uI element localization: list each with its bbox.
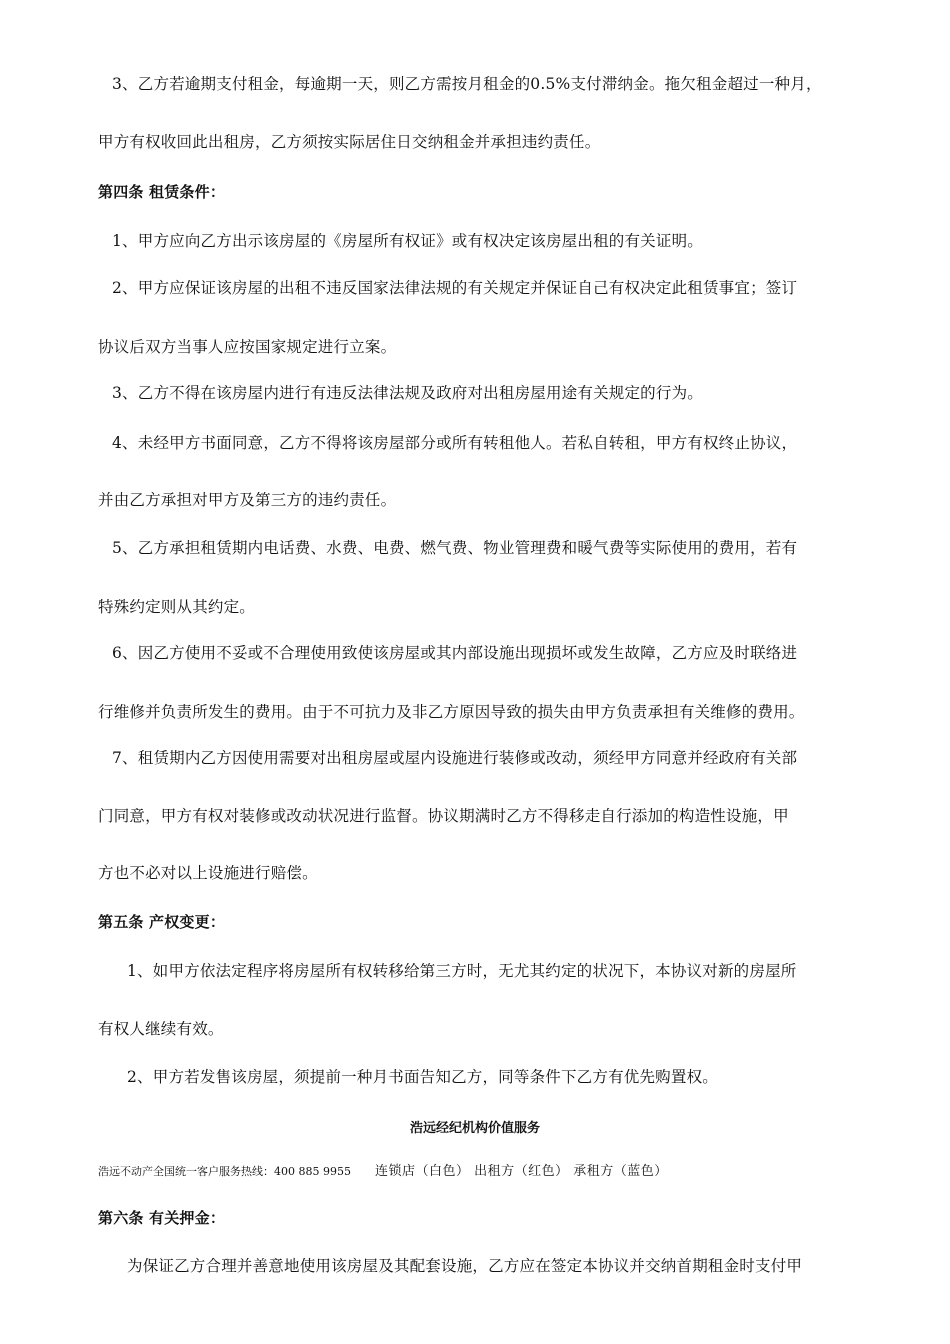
paragraph-line: 为保证乙方合理并善意地使用该房屋及其配套设施，乙方应在签定本协议并交纳首期租金时支付甲: [127, 1257, 803, 1275]
paragraph-line: 3、乙方若逾期支付租金，每逾期一天，则乙方需按月租金的0.5%支付滞纳金。拖欠租金超过一种月，: [112, 75, 822, 93]
paragraph-line: 4、未经甲方书面同意，乙方不得将该房屋部分或所有转租他人。若私自转租，甲方有权终止协议，: [112, 434, 798, 452]
paragraph-line: 行维修并负责所发生的费用。由于不可抗力及非乙方原因导致的损失由甲方负责承担有关维修的费用。: [98, 703, 805, 721]
paragraph-line: 协议后双方当事人应按国家规定进行立案。: [98, 338, 397, 356]
section-heading-4: 第四条 租赁条件：: [98, 183, 226, 201]
paragraph-line: 特殊约定则从其约定。: [98, 598, 256, 616]
paragraph-line: 1、甲方应向乙方出示该房屋的《房屋所有权证》或有权决定该房屋出租的有关证明。: [112, 232, 703, 250]
footer-info: [98, 1160, 668, 1179]
footer-copies: 连锁店（白色） 出租方（红色） 承租方（蓝色）: [374, 1164, 668, 1179]
paragraph-line: 2、甲方若发售该房屋，须提前一种月书面告知乙方，同等条件下乙方有优先购置权。: [127, 1068, 718, 1086]
paragraph-line: 2、甲方应保证该房屋的出租不违反国家法律法规的有关规定并保证自己有权决定此租赁事宜；签订: [112, 279, 798, 297]
section-heading-5: 第五条 产权变更：: [98, 913, 226, 931]
paragraph-line: 3、乙方不得在该房屋内进行有违反法律法规及政府对出租房屋用途有关规定的行为。: [112, 384, 703, 402]
paragraph-line: 并由乙方承担对甲方及第三方的违约责任。: [98, 491, 397, 509]
paragraph-line: 有权人继续有效。: [98, 1020, 224, 1038]
footer-hotline: 浩远不动产全国统一客户服务热线：400 885 9955: [98, 1165, 351, 1178]
paragraph-line: 6、因乙方使用不妥或不合理使用致使该房屋或其内部设施出现损坏或发生故障，乙方应及时联络进: [112, 644, 798, 662]
section-heading-6: 第六条 有关押金：: [98, 1209, 226, 1227]
paragraph-line: 甲方有权收回此出租房，乙方须按实际居住日交纳租金并承担违约责任。: [98, 133, 601, 151]
paragraph-line: 方也不必对以上设施进行赔偿。: [98, 864, 318, 882]
paragraph-line: 门同意，甲方有权对装修或改动状况进行监督。协议期满时乙方不得移走自行添加的构造性设施，甲: [98, 807, 789, 825]
paragraph-line: 7、租赁期内乙方因使用需要对出租房屋或屋内设施进行装修或改动，须经甲方同意并经政府有关部: [112, 749, 798, 767]
paragraph-line: 1、如甲方依法定程序将房屋所有权转移给第三方时，无尤其约定的状况下，本协议对新的房屋所: [127, 962, 797, 980]
paragraph-line: 5、乙方承担租赁期内电话费、水费、电费、燃气费、物业管理费和暖气费等实际使用的费用，若有: [112, 539, 798, 557]
footer-title: 浩远经纪机构价值服务: [409, 1121, 540, 1136]
